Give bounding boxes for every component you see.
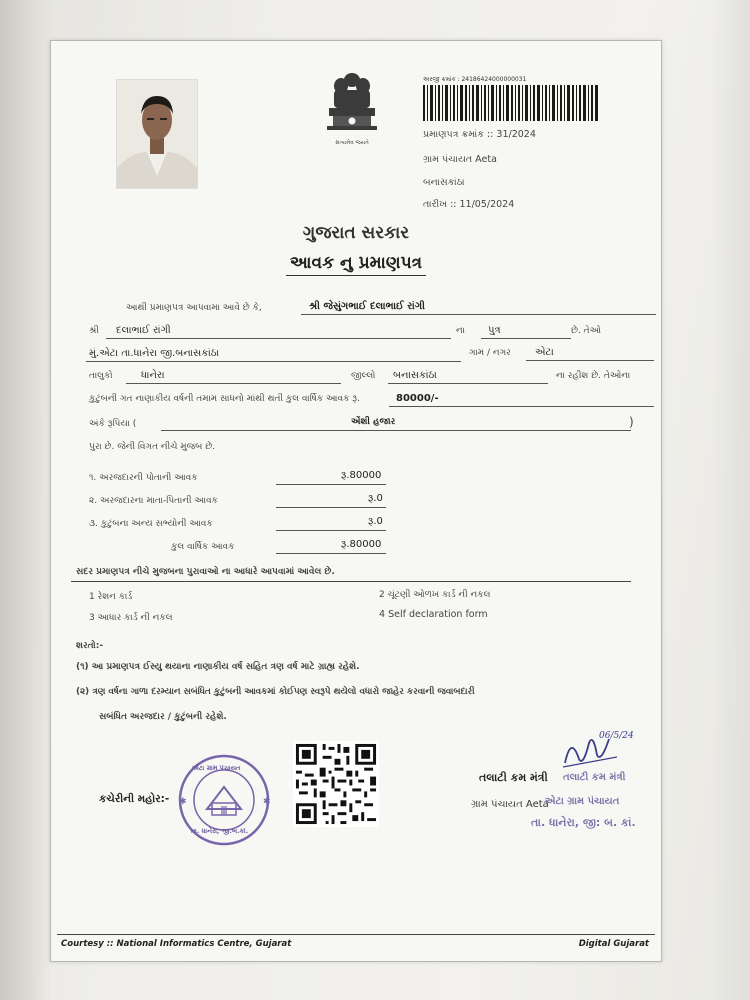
- barcode-icon: [423, 85, 598, 121]
- issue-date: તારીખ :: 11/05/2024: [423, 199, 515, 210]
- village-underline: [526, 360, 654, 361]
- national-emblem-icon: [321, 66, 383, 146]
- applicant-photo: [116, 79, 198, 189]
- conditions-heading: શરતો:-: [76, 641, 104, 651]
- signature-date: 06/5/24: [599, 731, 634, 741]
- address: મું.એટા તા.ધાનેરા જી.બનાસકાંઠા: [89, 348, 220, 359]
- income-row-3-underline: [276, 530, 386, 531]
- proofs-divider: [71, 581, 631, 582]
- taluka-underline: [126, 383, 341, 384]
- certificate-page: [50, 40, 662, 962]
- income-row-1-label: ૧. અરજદારની પોતાની આવક: [89, 473, 198, 483]
- line2-suffix: છે. તેઓ: [571, 326, 602, 336]
- footer-divider: [57, 934, 655, 935]
- certificate-title-text: આવક નુ પ્રમાણપત્ર: [286, 253, 426, 276]
- details-line: પુરા છે. જેની વિગત નીચે મુજબ છે.: [89, 442, 216, 452]
- application-number: અરજી ક્રમાંક : 24186424000000031: [423, 76, 527, 83]
- income-row-1-underline: [276, 484, 386, 485]
- address-underline: [86, 361, 461, 362]
- proof-item-2: 2 ચૂંટણી ઓળખ કાર્ડ ની નકલ: [379, 590, 491, 600]
- proof-item-1: 1 રેશન કાર્ડ: [89, 592, 133, 602]
- income-row-2-label: ૨. અરજદારના માતા-પિતાની આવક: [89, 496, 218, 506]
- taluka-label: તાલુકો: [89, 371, 113, 381]
- name-underline: [301, 314, 656, 315]
- seal-top-text: એટા ગ્રામ પંચાયત: [192, 764, 241, 772]
- officer-stamp-line1: તલાટી કમ મંત્રી: [563, 772, 626, 783]
- relation-value: પુત્ર: [488, 325, 501, 336]
- emblem-caption: સત્યમેવ જયતે: [335, 140, 369, 146]
- qr-code-icon: [293, 741, 379, 827]
- panchayat-name: ગ્રામ પંચાયત Aeta: [423, 154, 497, 165]
- income-row-2-underline: [276, 507, 386, 508]
- certificate-title: [51, 253, 661, 273]
- page-edge-shadow-right: [710, 0, 750, 1000]
- income-amount: 80000/-: [396, 393, 439, 404]
- footer-digital-gujarat: Digital Gujarat: [578, 939, 649, 949]
- income-line: કુટુંબની ગત નાણાકીય વર્ષની તમામ સાધનો માંથી થતી કુલ વાર્ષિક આવક રૂ.: [89, 394, 360, 404]
- proofs-heading: સદર પ્રમાણપત્ર નીચે મુજબના પુરાવાઓ ના આધારે આપવામાં આવેલ છે.: [76, 567, 335, 577]
- applicant-name: શ્રી જેસુંગભાઈ દલાભાઈ રાંગી: [309, 301, 426, 312]
- district-underline: [388, 383, 548, 384]
- officer-stamp-line2: એટા ગ્રામ પંચાયત: [545, 796, 620, 807]
- village-value: એટા: [535, 347, 554, 358]
- district-label: જીલ્લો: [351, 371, 376, 381]
- words-prefix: અંકે રૂપિયા (: [89, 419, 137, 429]
- line2-prefix: શ્રી: [89, 326, 99, 336]
- father-underline: [106, 338, 451, 339]
- footer-courtesy: Courtesy :: National Informatics Centre, Gujarat: [61, 939, 292, 949]
- condition-1: (૧) આ પ્રમાણપત્ર ઈસ્યુ થયાના નાણાકીય વર્ષ સહિત ત્રણ વર્ષ માટે ગ્રાહ્ય રહેશે.: [76, 662, 360, 672]
- office-seal-label: કચેરીની મહોર:-: [99, 793, 170, 805]
- svg-text:✱: ✱: [179, 797, 187, 807]
- father-name: દલાભાઈ રાંગી: [116, 325, 171, 336]
- relation-underline: [481, 338, 571, 339]
- district-value: બનાસકાંઠા: [393, 370, 437, 381]
- proof-item-3: 3 આધાર કાર્ડ ની નકલ: [89, 613, 173, 623]
- income-row-2-value: રૂ.0: [368, 493, 383, 504]
- proof-item-4: 4 Self declaration form: [379, 609, 488, 620]
- certificate-number: પ્રમાણપત્ર ક્રમાંક :: 31/2024: [423, 129, 536, 140]
- total-underline: [276, 553, 386, 554]
- relation-label: ના: [456, 326, 465, 336]
- government-title: ગુજરાત સરકાર: [302, 223, 410, 243]
- officer-stamp-line3: તા. ધાનેરા, જી: બ. કાં.: [531, 816, 636, 829]
- income-words: એંશી હજાર: [351, 417, 396, 427]
- income-row-1-value: રૂ.80000: [341, 470, 382, 481]
- words-suffix: ): [629, 415, 634, 429]
- village-label: ગામ / નગર: [469, 348, 511, 358]
- header-district: બનાસકાંઠા: [423, 177, 465, 188]
- total-income-label: કુલ વાર્ષિક આવક: [171, 542, 235, 552]
- words-underline: [161, 430, 631, 431]
- officer-office: ગ્રામ પંચાયત Aeta: [471, 799, 549, 810]
- officer-title: તલાટી કમ મંત્રી: [479, 771, 548, 784]
- total-income-value: રૂ.80000: [341, 539, 382, 550]
- line1-prefix: આથી પ્રમાણપત્ર આપવામા આવે છે કે,: [126, 303, 262, 313]
- income-row-3-value: રૂ.0: [368, 516, 383, 527]
- seal-bottom-text: તા. ધાનેરા, જી.બ.કાં.: [191, 827, 249, 835]
- income-underline: [389, 406, 654, 407]
- condition-2b: સબંધિત અરજદાર / કુટુંબની રહેશે.: [99, 712, 227, 722]
- resident-suffix: ના રહીશ છે. તેઓના: [556, 371, 631, 381]
- page-edge-shadow-left: [0, 0, 52, 1000]
- svg-text:✱: ✱: [263, 797, 271, 807]
- income-row-3-label: ૩. કુટુંબના અન્ય સભ્યોની આવક: [89, 519, 213, 529]
- condition-2a: (૨) ત્રણ વર્ષના ગાળા દરમ્યાન સબંધિત કુટુંબની આવકમાં કોઈપણ સ્વરૂપે થયેલો વધારો જાહેર કરવાની જવાબદારી: [76, 687, 475, 697]
- taluka-value: ધાનેરા: [141, 370, 165, 381]
